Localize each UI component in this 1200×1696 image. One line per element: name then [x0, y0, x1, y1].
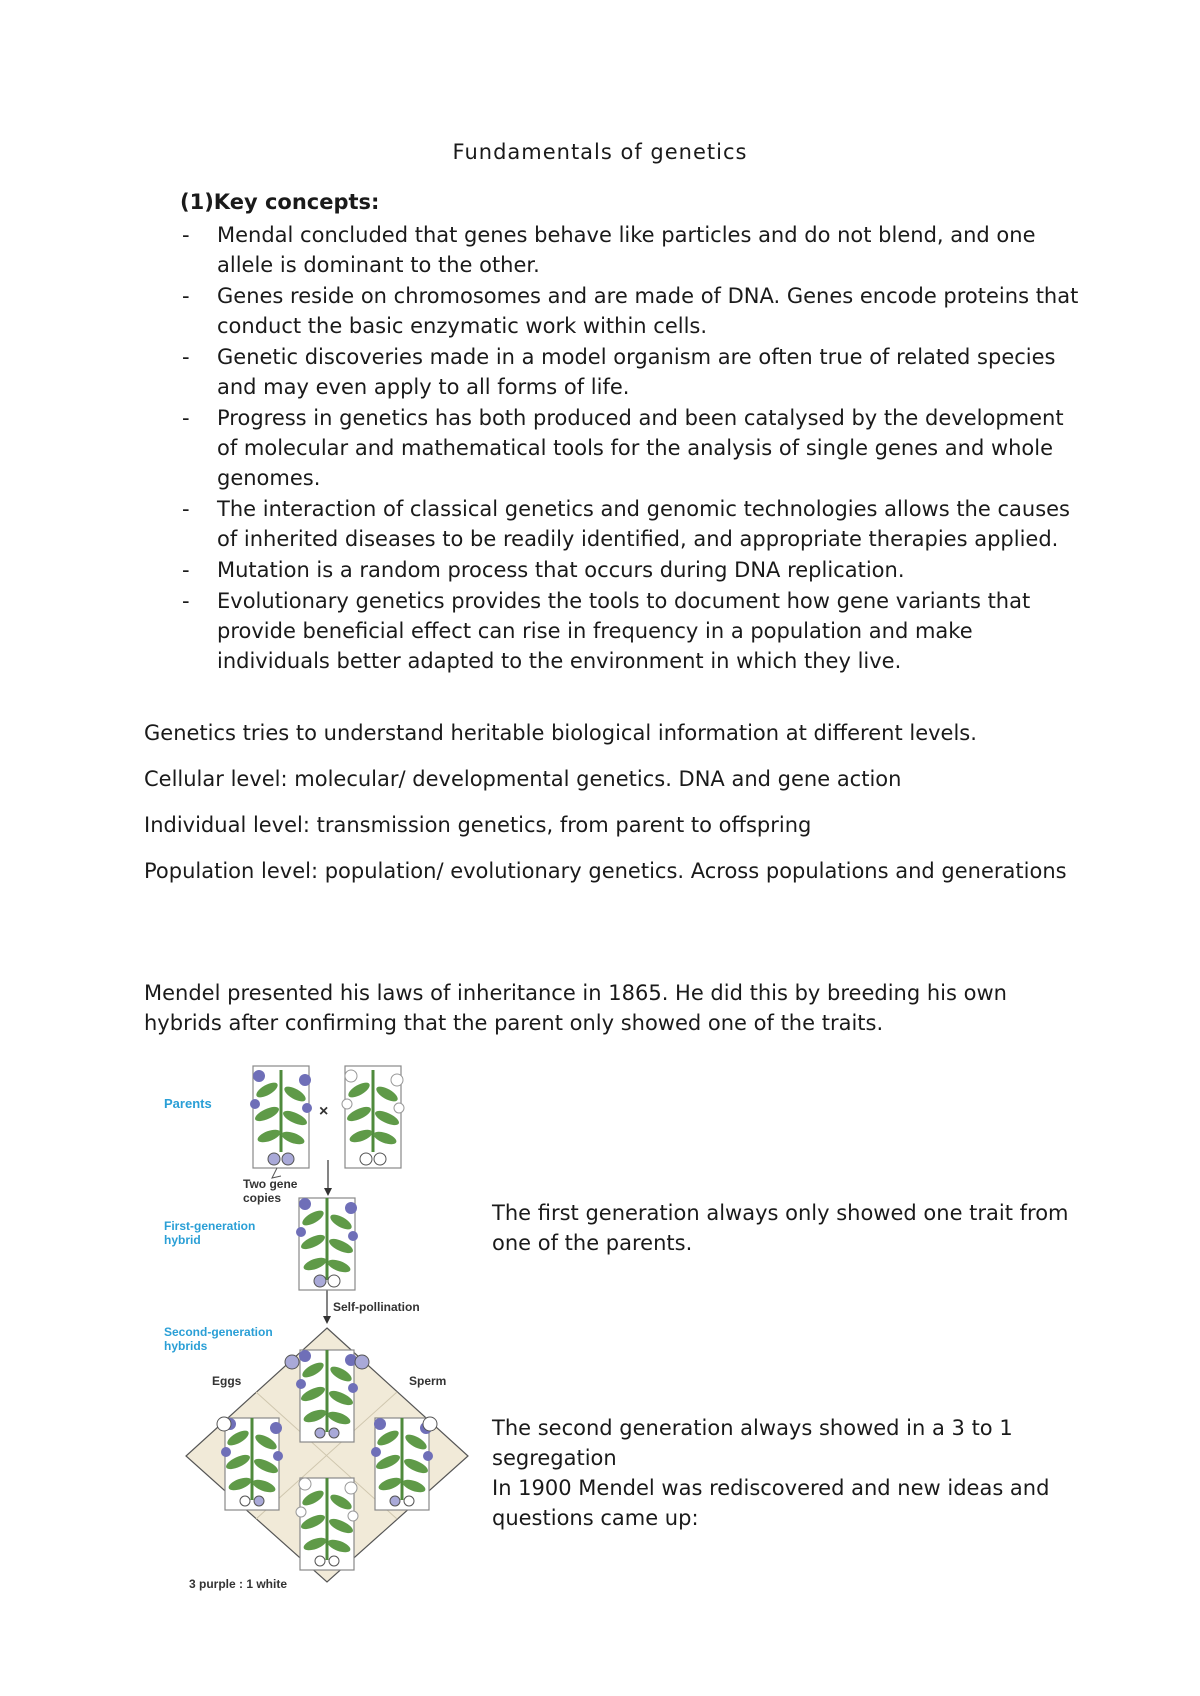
- mendel-paragraph: Mendel presented his laws of inheritance in 1865. He did this by breeding his own hybrids after confirming that the parent only showed one of the traits.: [144, 981, 1007, 1035]
- list-item-text: Progress in genetics has both produced and been catalysed by the development of molecular and mathematical tools for the analysis of single genes and whole genomes.: [217, 406, 1064, 490]
- first-generation-text: The first generation always only showed one trait from one of the parents.: [492, 1201, 1069, 1255]
- parent-purple-plant: [250, 1066, 312, 1168]
- list-item-text: Evolutionary genetics provides the tools to document how gene variants that provide beneficial effect can rise in frequency in a population and make individuals better adapted to the environment in which they live.: [217, 589, 1031, 673]
- egg-gamete-purple: [285, 1355, 299, 1369]
- population-level-paragraph: Population level: population/ evolutionary genetics. Across populations and generations: [144, 859, 1067, 883]
- first-generation-plant: [296, 1198, 358, 1290]
- eggs-label: Eggs: [212, 1374, 242, 1388]
- copies-label: copies: [243, 1191, 282, 1205]
- cellular-level-paragraph: Cellular level: molecular/ developmental genetics. DNA and gene action: [144, 767, 902, 791]
- list-item-text: The interaction of classical genetics and genomic technologies allows the causes of inherited diseases to be readily identified, and appropriate therapies applied.: [217, 497, 1070, 551]
- key-concepts-heading: (1)Key concepts:: [180, 190, 380, 214]
- cross-symbol: ×: [319, 1103, 329, 1120]
- hybrid-label: hybrid: [164, 1233, 201, 1247]
- list-item-text: Genetic discoveries made in a model organism are often true of related species and may even apply to all forms of life.: [217, 345, 1056, 399]
- bullet-dash: -: [182, 558, 190, 582]
- list-item-text: Mendal concluded that genes behave like particles and do not blend, and one allele is dominant to the other.: [217, 223, 1036, 277]
- list-item-text: Genes reside on chromosomes and are made of DNA. Genes encode proteins that conduct the basic enzymatic work within cells.: [217, 284, 1079, 338]
- bullet-dash: -: [182, 589, 190, 613]
- list-item-text: Mutation is a random process that occurs during DNA replication.: [217, 558, 905, 582]
- parents-label: Parents: [164, 1096, 212, 1111]
- sperm-label: Sperm: [409, 1374, 447, 1388]
- two-gene-label: Two gene: [243, 1177, 298, 1191]
- levels-intro-paragraph: Genetics tries to understand heritable biological information at different levels.: [144, 721, 977, 745]
- individual-level-paragraph: Individual level: transmission genetics, from parent to offspring: [144, 813, 812, 837]
- offspring-top-plant: [296, 1350, 358, 1442]
- first-gen-label: First-generation: [164, 1219, 256, 1233]
- bullet-dash: -: [182, 345, 190, 369]
- bullet-dash: -: [182, 284, 190, 308]
- sperm-gamete-purple: [355, 1355, 369, 1369]
- document-title: Fundamentals of genetics: [452, 140, 748, 164]
- self-pollination-label: Self-pollination: [333, 1300, 420, 1314]
- rediscovery-text: In 1900 Mendel was rediscovered and new ideas and questions came up:: [492, 1476, 1050, 1530]
- parent-white-plant: [342, 1066, 404, 1168]
- sperm-gamete-white: [423, 1417, 437, 1431]
- ratio-label: 3 purple : 1 white: [189, 1577, 288, 1591]
- egg-gamete-white: [217, 1417, 231, 1431]
- bullet-dash: -: [182, 223, 190, 247]
- hybrids-label: hybrids: [164, 1339, 208, 1353]
- second-generation-text: The second generation always showed in a 3 to 1 segregation: [492, 1416, 1013, 1470]
- offspring-bottom-plant: [296, 1478, 358, 1570]
- bullet-dash: -: [182, 406, 190, 430]
- second-gen-label: Second-generation: [164, 1325, 273, 1339]
- offspring-left-plant: [221, 1418, 283, 1510]
- bullet-dash: -: [182, 497, 190, 521]
- offspring-right-plant: [371, 1418, 433, 1510]
